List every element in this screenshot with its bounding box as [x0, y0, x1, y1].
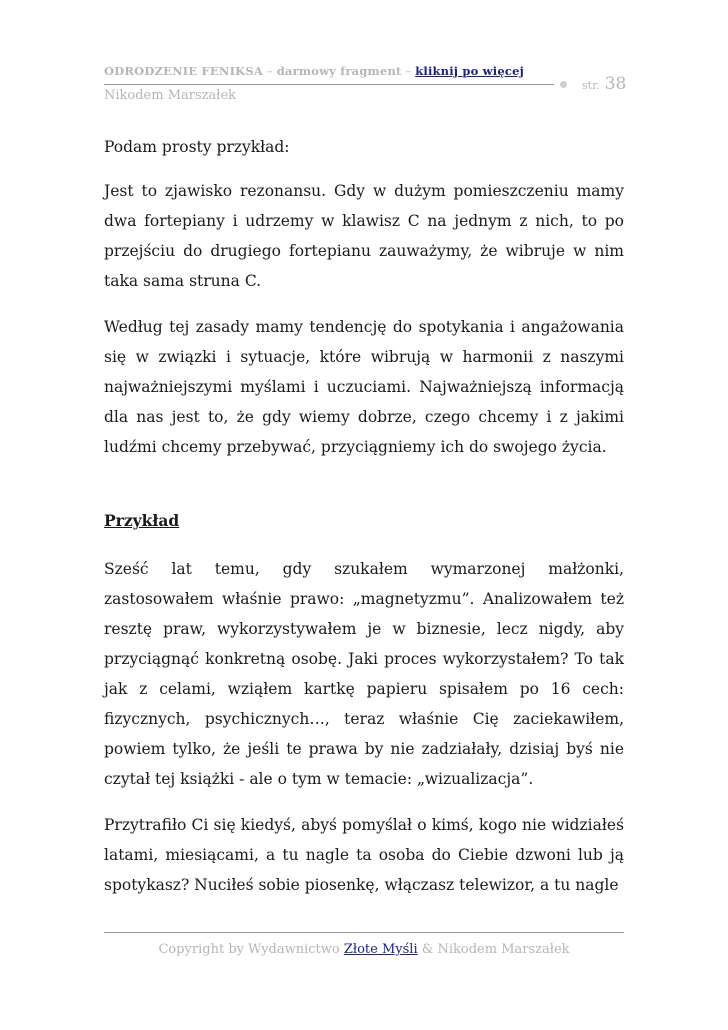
header-author: Nikodem Marszałek [104, 88, 237, 103]
header-bullet-icon [560, 81, 567, 88]
header-rule [104, 84, 554, 85]
paragraph-question: Przytrafiło Ci się kiedyś, abyś pomyślał o kimś, kogo nie widziałeś latami, miesiącami, a tu nagle ta osoba do Ciebie dzwoni lub ją spotykasz? Nuciłeś sobie piosenkę, włączasz telewizor, a tu nagle [104, 816, 624, 894]
section-heading: Przykład [104, 511, 180, 530]
publisher-link[interactable]: Złote Myśli [343, 942, 418, 957]
page-number: str. 38 [582, 74, 627, 94]
footer-rule [104, 932, 624, 933]
copyright-line: Copyright by Wydawnictwo Złote Myśli & Nikodem Marszałek [158, 942, 570, 957]
page-header [104, 64, 627, 103]
paragraph-example: Sześć lat temu, gdy szukałem wymarzonej małżonki, zastosowałem właśnie prawo: „magnetyzmu”. Analizowałem też resztę praw, wykorzystywałem je w biznesie, lecz nigdy, aby przyciągnąć konkretną osobę. Jaki proces wykorzystałem? To tak jak z celami, wziąłem kartkę papieru spisałem po 16 cech: fizycznych, psychicznych…, teraz właśnie Cię zaciekawiłem, powiem tylko, że jeśli te prawa by nie zadziałały, dzisiaj byś nie czytał tej książki - ale o tym w temacie: „wizualizacja”. [104, 560, 624, 788]
page-content [104, 132, 624, 900]
book-title: ODRODZENIE FENIKSA [104, 64, 264, 78]
header-title-line: ODRODZENIE FENIKSA – darmowy fragment – kliknij po więcej [104, 64, 524, 78]
page-footer [104, 932, 624, 957]
header-subtitle: darmowy fragment [276, 64, 402, 78]
intro-paragraph: Podam prosty przykład: [104, 138, 290, 156]
paragraph-resonance: Jest to zjawisko rezonansu. Gdy w dużym pomieszczeniu mamy dwa fortepiany i udrzemy w klawisz C na jednym z nich, to po przejściu do drugiego fortepianu zauważymy, że wibruje w nim taka sama struna C. [104, 182, 624, 290]
more-link[interactable]: kliknij po więcej [415, 64, 524, 78]
paragraph-principle: Według tej zasady mamy tendencję do spotykania i angażowania się w związki i sytuacje, które wibrują w harmonii z naszymi najważniejszymi myślami i uczuciami. Najważniejszą informacją dla nas jest to, że gdy wiemy dobrze, czego chcemy i z jakimi ludźmi chcemy przebywać, przyciągniemy ich do swojego życia. [104, 318, 624, 456]
